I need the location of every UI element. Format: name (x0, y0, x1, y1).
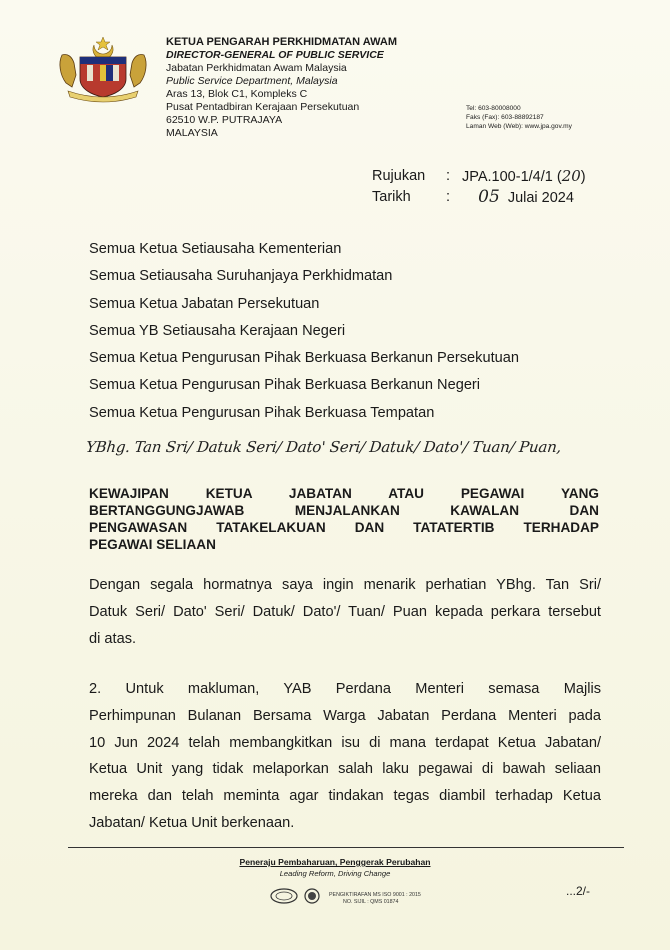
salutation: YBhg. Tan Sri/ Datuk Seri/ Dato' Seri/ Datuk/ Dato'/ Tuan/ Puan, (85, 438, 563, 456)
sirim-badge-icon (270, 888, 298, 904)
paragraph-2 (89, 676, 601, 837)
ref-handwritten: 20 (561, 167, 581, 185)
dept-ms: Jabatan Perkhidmatan Awam Malaysia (166, 62, 347, 74)
slogan-en: Leading Reform, Driving Change (279, 869, 391, 878)
date-label: Tarikh (372, 189, 411, 205)
page-continuation: ...2/- (566, 884, 591, 898)
recipient: Semua YB Setiausaha Kerajaan Negeri (89, 322, 346, 339)
slogan-ms: Peneraju Pembaharuan, Penggerak Perubahan (239, 857, 431, 867)
letterhead (166, 36, 397, 140)
contact-line: Laman Web (Web): www.jpa.gov.my (466, 123, 572, 130)
recipient: Semua Setiausaha Suruhanjaya Perkhidmatan (89, 268, 393, 285)
certification-badges (270, 888, 323, 904)
paragraph-line: Datuk Seri/ Dato' Seri/ Datuk/ Dato'/ Tuan/ Puan kepada perkara tersebut (89, 603, 601, 620)
paragraph-line: Jabatan/ Ketua Unit berkenaan. (89, 814, 295, 831)
contact-line: Faks (Fax): 603-88892187 (466, 114, 544, 121)
address-line: Pusat Pentadbiran Kerajaan Persekutuan (166, 101, 360, 113)
reference-block: Rujukan : JPA.100-1/4/1 (20) Tarikh : 05 Julai 2024 (372, 167, 586, 207)
contact-info (466, 104, 572, 131)
address-line: 62510 W.P. PUTRAJAYA (166, 114, 283, 126)
paragraph-1 (89, 572, 601, 652)
paragraph-line: di atas. (89, 630, 137, 647)
recipient-list (89, 236, 519, 427)
recipient: Semua Ketua Pengurusan Pihak Berkuasa Berkanun Negeri (89, 377, 481, 394)
subject-line: KEWAJIPAN KETUA JABATAN ATAU PEGAWAI YANG (89, 486, 599, 501)
paragraph-line: mereka dan telah meminta agar tindakan tegas diambil terhadap Ketua (89, 788, 601, 805)
subject-line: PEGAWAI SELIAAN (89, 537, 216, 552)
address-line: MALAYSIA (166, 127, 218, 139)
date-day-handwritten: 05 (478, 187, 500, 207)
iqnet-badge-icon (301, 888, 323, 904)
subject-line: BERTANGGUNGJAWAB MENJALANKAN KAWALAN DAN (89, 503, 599, 518)
ref-value: JPA.100-1/4/1 (20) (462, 167, 586, 185)
recipient: Semua Ketua Pengurusan Pihak Berkuasa Berkanun Persekutuan (89, 350, 519, 367)
footer-divider (68, 847, 624, 848)
paragraph-line: Perhimpunan Bulanan Bersama Warga Jabatan Perdana Menteri pada (89, 707, 601, 724)
coat-of-arms-icon (56, 35, 150, 103)
title-en: DIRECTOR-GENERAL OF PUBLIC SERVICE (166, 49, 384, 61)
recipient: Semua Ketua Pengurusan Pihak Berkuasa Tempatan (89, 404, 435, 421)
footer-slogan (0, 856, 670, 880)
date-value: 05 Julai 2024 (478, 187, 574, 207)
dept-en: Public Service Department, Malaysia (166, 75, 338, 87)
address-line: Aras 13, Blok C1, Kompleks C (166, 88, 308, 100)
recipient: Semua Ketua Setiausaha Kementerian (89, 241, 342, 257)
contact-line: Tel: 603-80008000 (466, 105, 521, 112)
subject-line: PENGAWASAN TATAKELAKUAN DAN TATATERTIB TERHADAP (89, 520, 599, 535)
title-ms: KETUA PENGARAH PERKHIDMATAN AWAM (166, 36, 397, 48)
paragraph-line: 10 Jun 2024 telah membangkitkan isu di mana terdapat Ketua Jabatan/ (89, 734, 601, 751)
paragraph-line: Ketua Unit yang tidak melaporkan salah laku pegawai di bawah seliaan (89, 761, 601, 778)
certification-text: PENGIKTIRAFAN MS ISO 9001 : 2015 NO. SIJIL : QMS 01874 (329, 892, 421, 905)
subject-heading (89, 485, 599, 553)
recipient: Semua Ketua Jabatan Persekutuan (89, 295, 320, 312)
paragraph-line: Dengan segala hormatnya saya ingin menarik perhatian YBhg. Tan Sri/ (89, 577, 601, 593)
ref-label: Rujukan (372, 168, 426, 184)
paragraph-line: 2. Untuk makluman, YAB Perdana Menteri semasa Majlis (89, 681, 601, 697)
